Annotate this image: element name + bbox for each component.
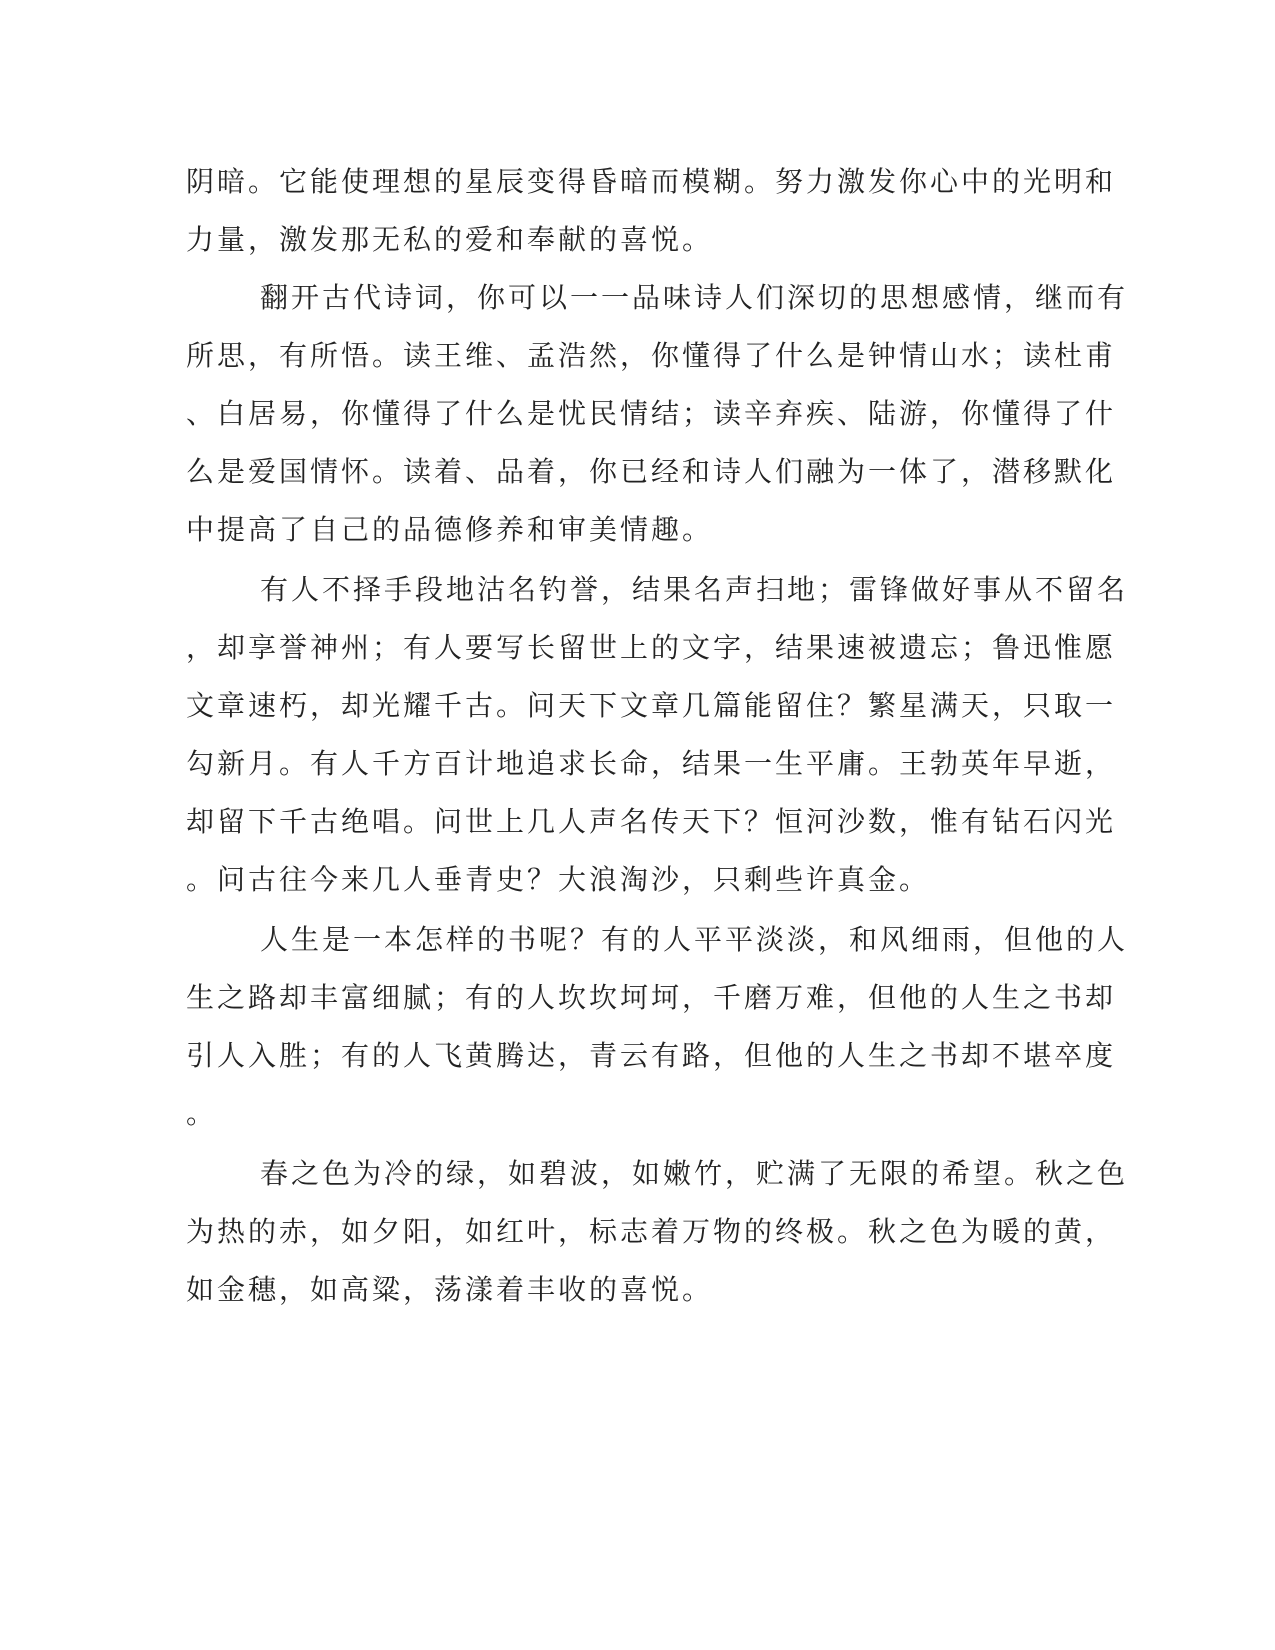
paragraph-5-line-2: 为热的赤，如夕阳，如红叶，标志着万物的终极。秋之色为暖的黄， — [186, 1215, 1117, 1248]
paragraph-2-line-4: 么是爱国情怀。读着、品着，你已经和诗人们融为一体了，潜移默化 — [186, 455, 1117, 488]
paragraph-2-line-5: 中提高了自己的品德修养和审美情趣。 — [186, 513, 714, 546]
paragraph-5-line-3: 如金穗，如高粱，荡漾着丰收的喜悦。 — [186, 1273, 714, 1306]
paragraph-3-line-6: 。问古往今来几人垂青史？大浪淘沙，只剩些许真金。 — [186, 863, 931, 896]
paragraph-4-line-4: 。 — [186, 1097, 218, 1130]
paragraph-4-line-2: 生之路却丰富细腻；有的人坎坎坷坷，千磨万难，但他的人生之书却 — [186, 981, 1117, 1014]
paragraph-3-line-2: ，却享誉神州；有人要写长留世上的文字，结果速被遗忘；鲁迅惟愿 — [186, 631, 1117, 664]
paragraph-3-line-3: 文章速朽，却光耀千古。问天下文章几篇能留住？繁星满天，只取一 — [186, 689, 1117, 722]
paragraph-4-line-3: 引人入胜；有的人飞黄腾达，青云有路，但他的人生之书却不堪卒度 — [186, 1039, 1117, 1072]
paragraph-1-line-2: 力量，激发那无私的爱和奉献的喜悦。 — [186, 223, 714, 256]
paragraph-2-line-1: 翻开古代诗词，你可以一一品味诗人们深切的思想感情，继而有 — [260, 281, 1129, 314]
paragraph-5-line-1: 春之色为冷的绿，如碧波，如嫩竹，贮满了无限的希望。秋之色 — [260, 1157, 1129, 1190]
paragraph-4-line-1: 人生是一本怎样的书呢？有的人平平淡淡，和风细雨，但他的人 — [260, 923, 1129, 956]
paragraph-3-line-5: 却留下千古绝唱。问世上几人声名传天下？恒河沙数，惟有钻石闪光 — [186, 805, 1117, 838]
paragraph-1-line-1: 阴暗。它能使理想的星辰变得昏暗而模糊。努力激发你心中的光明和 — [186, 165, 1117, 198]
paragraph-3-line-4: 勾新月。有人千方百计地追求长命，结果一生平庸。王勃英年早逝， — [186, 747, 1117, 780]
paragraph-2-line-2: 所思，有所悟。读王维、孟浩然，你懂得了什么是钟情山水；读杜甫 — [186, 339, 1117, 372]
paragraph-3-line-1: 有人不择手段地沽名钓誉，结果名声扫地；雷锋做好事从不留名 — [260, 573, 1129, 606]
paragraph-2-line-3: 、白居易，你懂得了什么是忧民情结；读辛弃疾、陆游，你懂得了什 — [186, 397, 1117, 430]
